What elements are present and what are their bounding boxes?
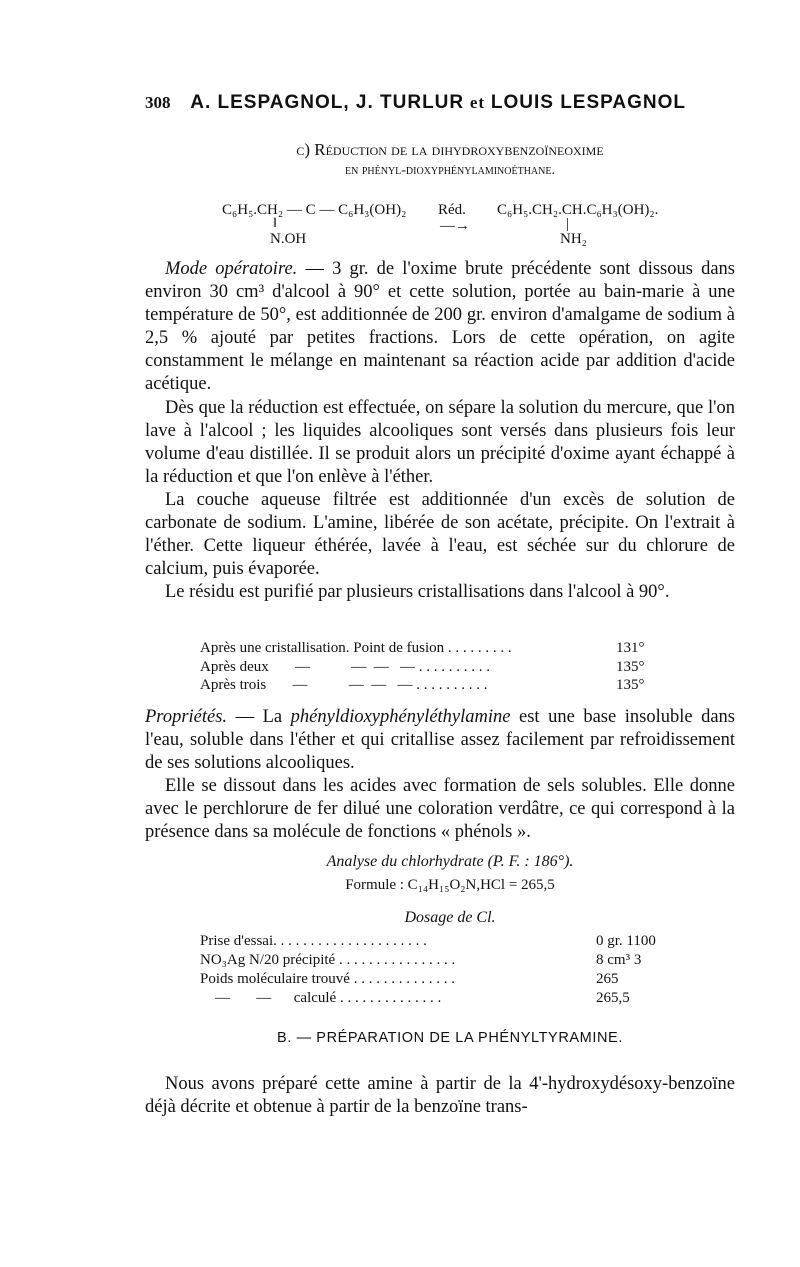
fusion-row-label: Après deux — — — — bbox=[200, 658, 415, 675]
leader-dots: . . . . . . . . . . . . . . . . bbox=[335, 952, 456, 968]
analyse-title: Analyse du chlorhydrate (P. F. : 186°). bbox=[326, 853, 574, 870]
reactant: C₆H₅.CH₂ — C — C₆H₃(OH)₂ bbox=[222, 202, 407, 218]
leader-dots: . . . . . . . . . . . . . . bbox=[349, 971, 455, 987]
last-author: LOUIS LESPAGNOL bbox=[490, 92, 687, 113]
mode-operatoire-text: — 3 gr. de l'oxime brute précédente sont dissous dans environ 30 cm³ d'alcool à 90° et cette solution, portée au bain-marie à une température de 50°, est additionnée de 200 gr. environ d'amalgame de sodium à 2,5 % ajouté par petites fractions. Lors de cette opération, on agite constamment le mélange en maintenant sa réaction acide par addition d'acide acétique. bbox=[145, 259, 736, 395]
dosage-row-label: — — calculé bbox=[200, 990, 337, 1006]
fusion-row-value: 131° bbox=[616, 640, 645, 656]
dosage-row-label: Prise d'essai bbox=[200, 933, 274, 949]
product: C₆H₅.CH₂.CH.C₆H₃(OH)₂. bbox=[497, 202, 659, 218]
fusion-row bbox=[200, 640, 660, 659]
dosage-row bbox=[200, 990, 680, 1009]
fusion-row bbox=[200, 677, 660, 696]
product-substituent: NH₂ bbox=[560, 231, 587, 247]
dosage-row-value: 265 bbox=[596, 971, 619, 987]
fusion-row-label: Après trois — — — — bbox=[200, 677, 413, 693]
fusion-row-value: 135° bbox=[616, 677, 645, 693]
paragraph-purification: Le résidu est purifié par plusieurs cristallisations dans l'alcool à 90°. bbox=[165, 582, 670, 603]
dosage-row bbox=[200, 971, 680, 990]
dosage-row-value: 0 gr. 1100 bbox=[596, 933, 656, 949]
dosage-title: Dosage de Cl. bbox=[404, 909, 496, 926]
proprietes-dash: — La bbox=[227, 707, 291, 727]
paragraph-final: Nous avons préparé cette amine à partir de la 4'-hydroxydésoxy-benzoïne déjà décrite et obtenue à partir de la benzoïne trans- bbox=[145, 1074, 735, 1118]
fusion-table bbox=[200, 640, 660, 696]
reactant-substituent: N.OH bbox=[270, 231, 307, 247]
dosage-table bbox=[200, 933, 680, 1009]
compound-name: phényldioxyphényléthylamine bbox=[290, 707, 511, 727]
section-c-title-line1: c) Réduction de la dihydroxybenzoïneoxime bbox=[296, 140, 604, 159]
proprietes-text: est une base insoluble dans l'eau, soluble dans l'éther et qui critallise assez facilement par refroidissement de ses solutions alcooliques. bbox=[145, 707, 736, 774]
fusion-row-label: Après une cristallisation. Point de fusion bbox=[200, 640, 445, 656]
page-number: 308 bbox=[145, 93, 171, 112]
paragraph-extraction: La couche aqueuse filtrée est additionnée d'un excès de solution de carbonate de sodium. L'amine, libérée de son acétate, précipite. On l'extrait à l'éther. Cette liqueur éthérée, lavée à l'eau, est séchée sur du chlorure de calcium, puis évaporée. bbox=[145, 489, 735, 580]
leader-dots: . . . . . . . . . . . . . . bbox=[336, 990, 442, 1006]
formula: Formule : C₁₄H₁₅O₂N,HCl = 265,5 bbox=[345, 877, 555, 893]
dosage-row bbox=[200, 952, 680, 971]
reagent-label: Réd. bbox=[438, 202, 466, 218]
double-bond: ‖ bbox=[273, 216, 277, 231]
proprietes-block bbox=[145, 706, 735, 845]
section-b-title: B. — PRÉPARATION DE LA PHÉNYLTYRAMINE. bbox=[277, 1030, 623, 1046]
fusion-row-value: 135° bbox=[616, 658, 645, 675]
dosage-row-label: NO₃Ag N/20 précipité bbox=[200, 952, 336, 968]
dosage-row-value: 8 cm³ 3 bbox=[596, 952, 642, 968]
leader-dots: . . . . . . . . . bbox=[444, 640, 512, 656]
conjunction: et bbox=[469, 93, 486, 112]
leader-dots: . . . . . . . . . . bbox=[412, 677, 488, 693]
running-header bbox=[145, 92, 765, 114]
dosage-row-label: Poids moléculaire trouvé bbox=[200, 971, 350, 987]
dosage-row bbox=[200, 933, 680, 952]
authors: A. LESPAGNOL, J. TURLUR bbox=[190, 92, 465, 113]
paragraph-dissolution: Elle se dissout dans les acides avec formation de sels solubles. Elle donne avec le perchlorure de fer dilué une coloration verdâtre, ce qui correspond à la présence dans sa molécule de fonctions « phénols ». bbox=[145, 776, 735, 843]
leader-dots: . . . . . . . . . . . . . . . . . . . . . bbox=[273, 933, 427, 949]
dosage-row-value: 265,5 bbox=[596, 990, 630, 1006]
leader-dots: . . . . . . . . . . bbox=[414, 658, 490, 675]
single-bond: | bbox=[566, 216, 570, 232]
paragraph-reduction: Dès que la réduction est effectuée, on sépare la solution du mercure, que l'on lave à l'alcool ; les liquides alcooliques sont versés dans plusieurs fois leur volume d'eau distillée. Il se produit alors un précipité d'oxime ayant échappé à la réduction et que l'on enlève à l'éther. bbox=[145, 397, 735, 487]
section-c-title-line2: en phényl-dioxyphénylaminoéthane. bbox=[345, 163, 555, 178]
mode-operatoire-block bbox=[145, 258, 735, 604]
mode-operatoire-label: Mode opératoire. bbox=[165, 259, 298, 279]
fusion-row bbox=[200, 659, 660, 678]
final-block bbox=[145, 1073, 735, 1119]
reaction-arrow: —→ bbox=[440, 218, 470, 234]
proprietes-label: Propriétés. bbox=[145, 707, 228, 727]
